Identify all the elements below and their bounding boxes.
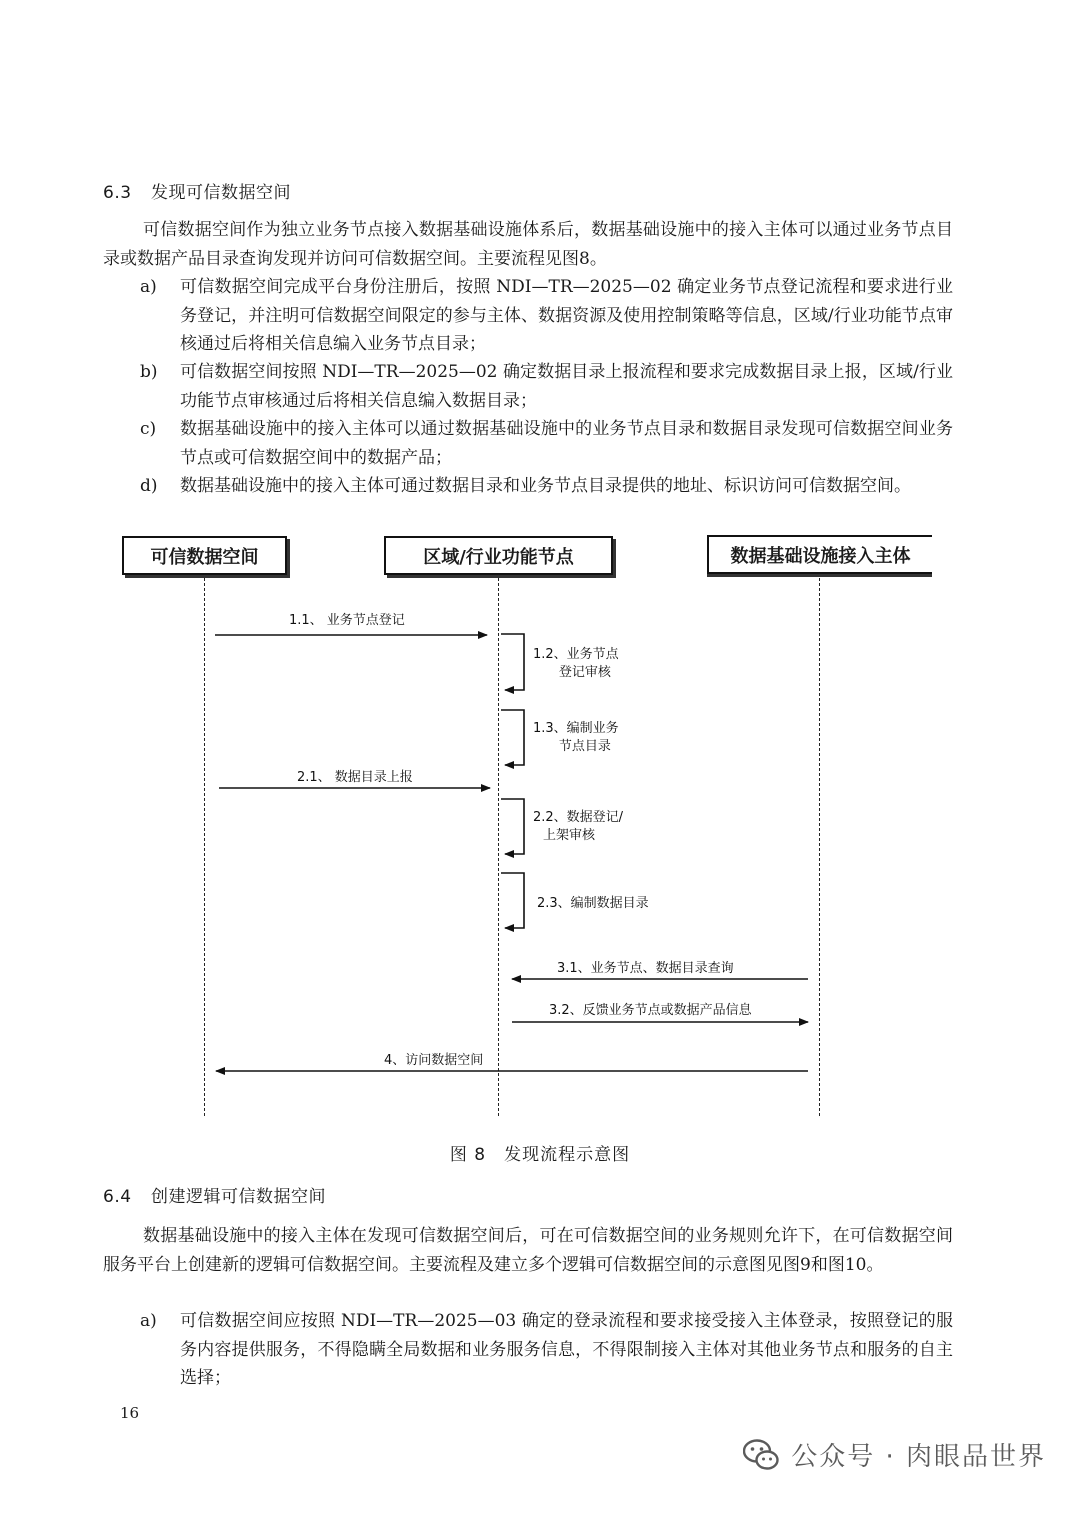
message-label-line: 上架审核 [543, 828, 596, 843]
lane-trusted-data-space: 可信数据空间 [122, 536, 287, 575]
section-title: 创建逻辑可信数据空间 [151, 1187, 326, 1207]
message-label-1-1: 1.1、 业务节点登记 [289, 613, 405, 628]
watermark [743, 1436, 1046, 1473]
list-item-label: c) [140, 419, 157, 439]
page-number: 16 [120, 1404, 140, 1422]
list-item-label: a) [140, 1311, 157, 1331]
list-item-a [140, 1307, 953, 1393]
message-label-2-1: 2.1、 数据目录上报 [297, 770, 413, 785]
section-number: 6.4 [103, 1187, 132, 1207]
message-label-1-2 [533, 646, 619, 682]
list-item-text: 可信数据空间按照 NDI—TR—2025—02 确定数据目录上报流程和要求完成数据目录上报，区域/行业功能节点审核通过后将相关信息编入数据目录； [180, 362, 953, 411]
message-label-4: 4、访问数据空间 [384, 1053, 484, 1068]
section-title: 发现可信数据空间 [151, 183, 291, 203]
arrow-2-2 [501, 799, 524, 854]
arrow-1-3 [501, 710, 524, 765]
message-label-line: 2.2、数据登记/ [533, 810, 624, 825]
section-intro-paragraph: 数据基础设施中的接入主体在发现可信数据空间后，可在可信数据空间的业务规则允许下，在可信数据空间服务平台上创建新的逻辑可信数据空间。主要流程及建立多个逻辑可信数据空间的示意图见图9和图10。 [103, 1226, 953, 1275]
list-item-text: 数据基础设施中的接入主体可通过数据目录和业务节点目录提供的地址、标识访问可信数据空间。 [180, 476, 911, 496]
list-item-text: 可信数据空间应按照 NDI—TR—2025—03 确定的登录流程和要求接受接入主体登录，按照登记的服务内容提供服务，不得隐瞒全局数据和业务服务信息，不得限制接入主体对其他业务节点和服务的自主选择； [180, 1311, 953, 1388]
section-intro-paragraph: 可信数据空间作为独立业务节点接入数据基础设施体系后，数据基础设施中的接入主体可以通过业务节点目录或数据产品目录查询发现并访问可信数据空间。主要流程见图8。 [103, 220, 953, 269]
list-item-label: b) [140, 362, 158, 382]
message-label-2-3: 2.3、编制数据目录 [537, 896, 649, 911]
message-label-line: 节点目录 [558, 739, 611, 754]
lane-access-subject: 数据基础设施接入主体 [707, 535, 932, 574]
lane-regional-function-node: 区域/行业功能节点 [384, 536, 613, 575]
message-label-line: 1.3、编制业务 [533, 721, 619, 736]
message-label-3-2: 3.2、反馈业务节点或数据产品信息 [549, 1003, 752, 1018]
message-label-line: 登记审核 [558, 665, 611, 680]
list-item-text: 数据基础设施中的接入主体可以通过数据基础设施中的业务节点目录和数据目录发现可信数据空间业务节点或可信数据空间中的数据产品； [180, 419, 953, 468]
wechat-icon [743, 1439, 779, 1471]
message-label-line: 1.2、业务节点 [533, 647, 619, 662]
list-item-label: a) [140, 277, 157, 297]
message-label-2-2 [533, 809, 623, 845]
watermark-text: 公众号 · 肉眼品世界 [791, 1442, 1046, 1472]
section-number: 6.3 [103, 183, 132, 203]
arrow-2-3 [501, 873, 524, 928]
message-label-3-1: 3.1、业务节点、数据目录查询 [557, 961, 734, 976]
section-heading-6-4 [103, 1182, 326, 1207]
arrow-1-2 [501, 634, 524, 690]
list-item-text: 可信数据空间完成平台身份注册后，按照 NDI—TR—2025—02 确定业务节点登记流程和要求进行业务登记，并注明可信数据空间限定的参与主体、数据资源及使用控制策略等信息，区域/行业功能节点审核通过后将相关信息编入业务节点目录； [180, 277, 953, 354]
figure-caption: 图 8 发现流程示意图 [449, 1145, 631, 1165]
message-label-1-3 [533, 720, 619, 756]
list-item-label: d) [140, 476, 158, 496]
